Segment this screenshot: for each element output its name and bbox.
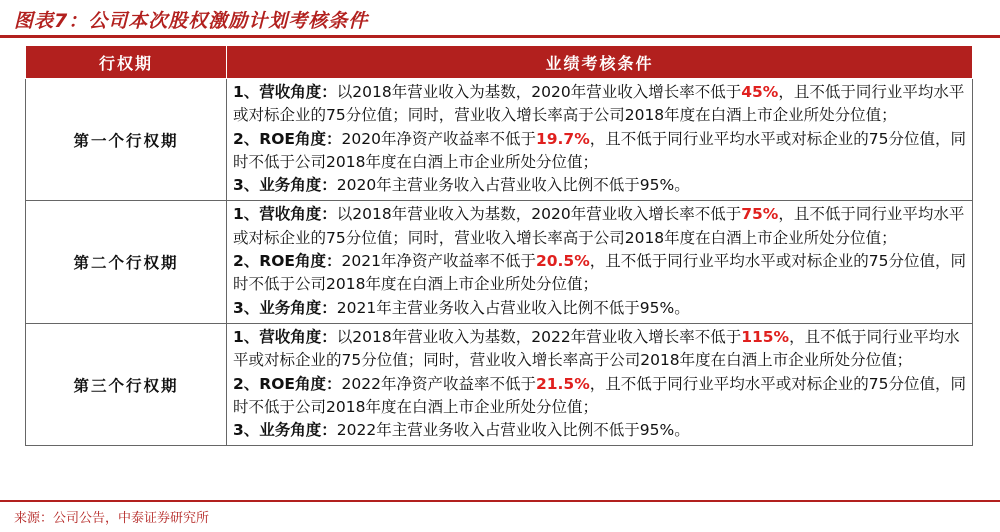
- condition-cell: [227, 79, 973, 201]
- threshold-value: 21.5%: [535, 374, 590, 393]
- condition-prefix: 1、营收角度：: [233, 327, 337, 346]
- threshold-value: 75%: [741, 205, 779, 224]
- condition-line: [233, 326, 966, 373]
- condition-line: [233, 250, 966, 297]
- period-cell: 第二个行权期: [26, 201, 227, 323]
- condition-text: 2020年主营业务收入占营业收入比例不低于95%。: [336, 176, 690, 195]
- condition-text: 2021年主营业务收入占营业收入比例不低于95%。: [336, 298, 690, 317]
- condition-prefix: 1、营收角度：: [233, 83, 337, 101]
- condition-line: [233, 297, 966, 320]
- condition-text: ，且不低于同行业平均水平或对标企业的75分位值，同时不低于公司2018年度在白酒上市企业所处分位值；: [233, 129, 966, 171]
- condition-prefix: 3、业务角度：: [233, 421, 337, 440]
- condition-text: 2022年主营业务收入占营业收入比例不低于95%。: [336, 421, 690, 440]
- condition-text: ，且不低于同行业平均水平或对标企业的75分位值；同时，营业收入增长率高于公司2018年度在白酒上市企业所处分位值；: [233, 205, 965, 247]
- condition-prefix: 3、业务角度：: [233, 298, 337, 317]
- condition-cell: [227, 201, 973, 323]
- condition-line: [233, 174, 966, 197]
- period-cell: 第一个行权期: [26, 79, 227, 201]
- threshold-value: 19.7%: [535, 129, 590, 148]
- header-condition: 业绩考核条件: [227, 46, 973, 79]
- threshold-value: 20.5%: [535, 252, 590, 271]
- table-header-row: [26, 46, 973, 79]
- condition-text: 以2018年营业收入为基数，2022年营业收入增长率不低于: [336, 327, 742, 346]
- condition-text: ，且不低于同行业平均水平或对标企业的75分位值，同时不低于公司2018年度在白酒上市企业所处分位值；: [233, 374, 966, 416]
- condition-line: [233, 81, 966, 128]
- table-row: [26, 201, 973, 323]
- condition-line: [233, 203, 966, 250]
- condition-prefix: 1、营收角度：: [233, 205, 337, 224]
- assessment-table: [25, 45, 973, 446]
- table-row: [26, 79, 973, 201]
- condition-line: [233, 128, 966, 175]
- condition-text: ，且不低于同行业平均水平或对标企业的75分位值；同时，营业收入增长率高于公司2018年度在白酒上市企业所处分位值；: [233, 327, 960, 370]
- title-bar: [0, 0, 1000, 38]
- condition-text: 2022年净资产收益率不低于: [341, 374, 536, 393]
- threshold-value: 45%: [741, 83, 779, 101]
- condition-line: [233, 419, 966, 442]
- table-row: [26, 323, 973, 445]
- condition-prefix: 2、ROE角度：: [233, 129, 342, 148]
- condition-text: 以2018年营业收入为基数，2020年营业收入增长率不低于: [336, 83, 742, 101]
- condition-text: 2021年净资产收益率不低于: [341, 252, 536, 271]
- condition-text: ，且不低于同行业平均水平或对标企业的75分位值，同时不低于公司2018年度在白酒上市企业所处分位值；: [233, 252, 966, 294]
- condition-prefix: 2、ROE角度：: [233, 252, 342, 271]
- page-title: 图表7：公司本次股权激励计划考核条件: [14, 10, 369, 32]
- condition-prefix: 3、业务角度：: [233, 176, 337, 195]
- source-note: 来源：公司公告，中泰证券研究所: [14, 511, 210, 526]
- condition-line: [233, 373, 966, 420]
- condition-prefix: 2、ROE角度：: [233, 374, 342, 393]
- condition-text: ，且不低于同行业平均水平或对标企业的75分位值；同时，营业收入增长率高于公司2018年度在白酒上市企业所处分位值；: [233, 83, 965, 125]
- threshold-value: 115%: [741, 327, 790, 346]
- period-cell: 第三个行权期: [26, 323, 227, 445]
- condition-cell: [227, 323, 973, 445]
- bottom-divider: [0, 500, 1000, 502]
- header-period: 行权期: [26, 46, 227, 79]
- condition-text: 以2018年营业收入为基数，2020年营业收入增长率不低于: [336, 205, 742, 224]
- condition-text: 2020年净资产收益率不低于: [341, 129, 536, 148]
